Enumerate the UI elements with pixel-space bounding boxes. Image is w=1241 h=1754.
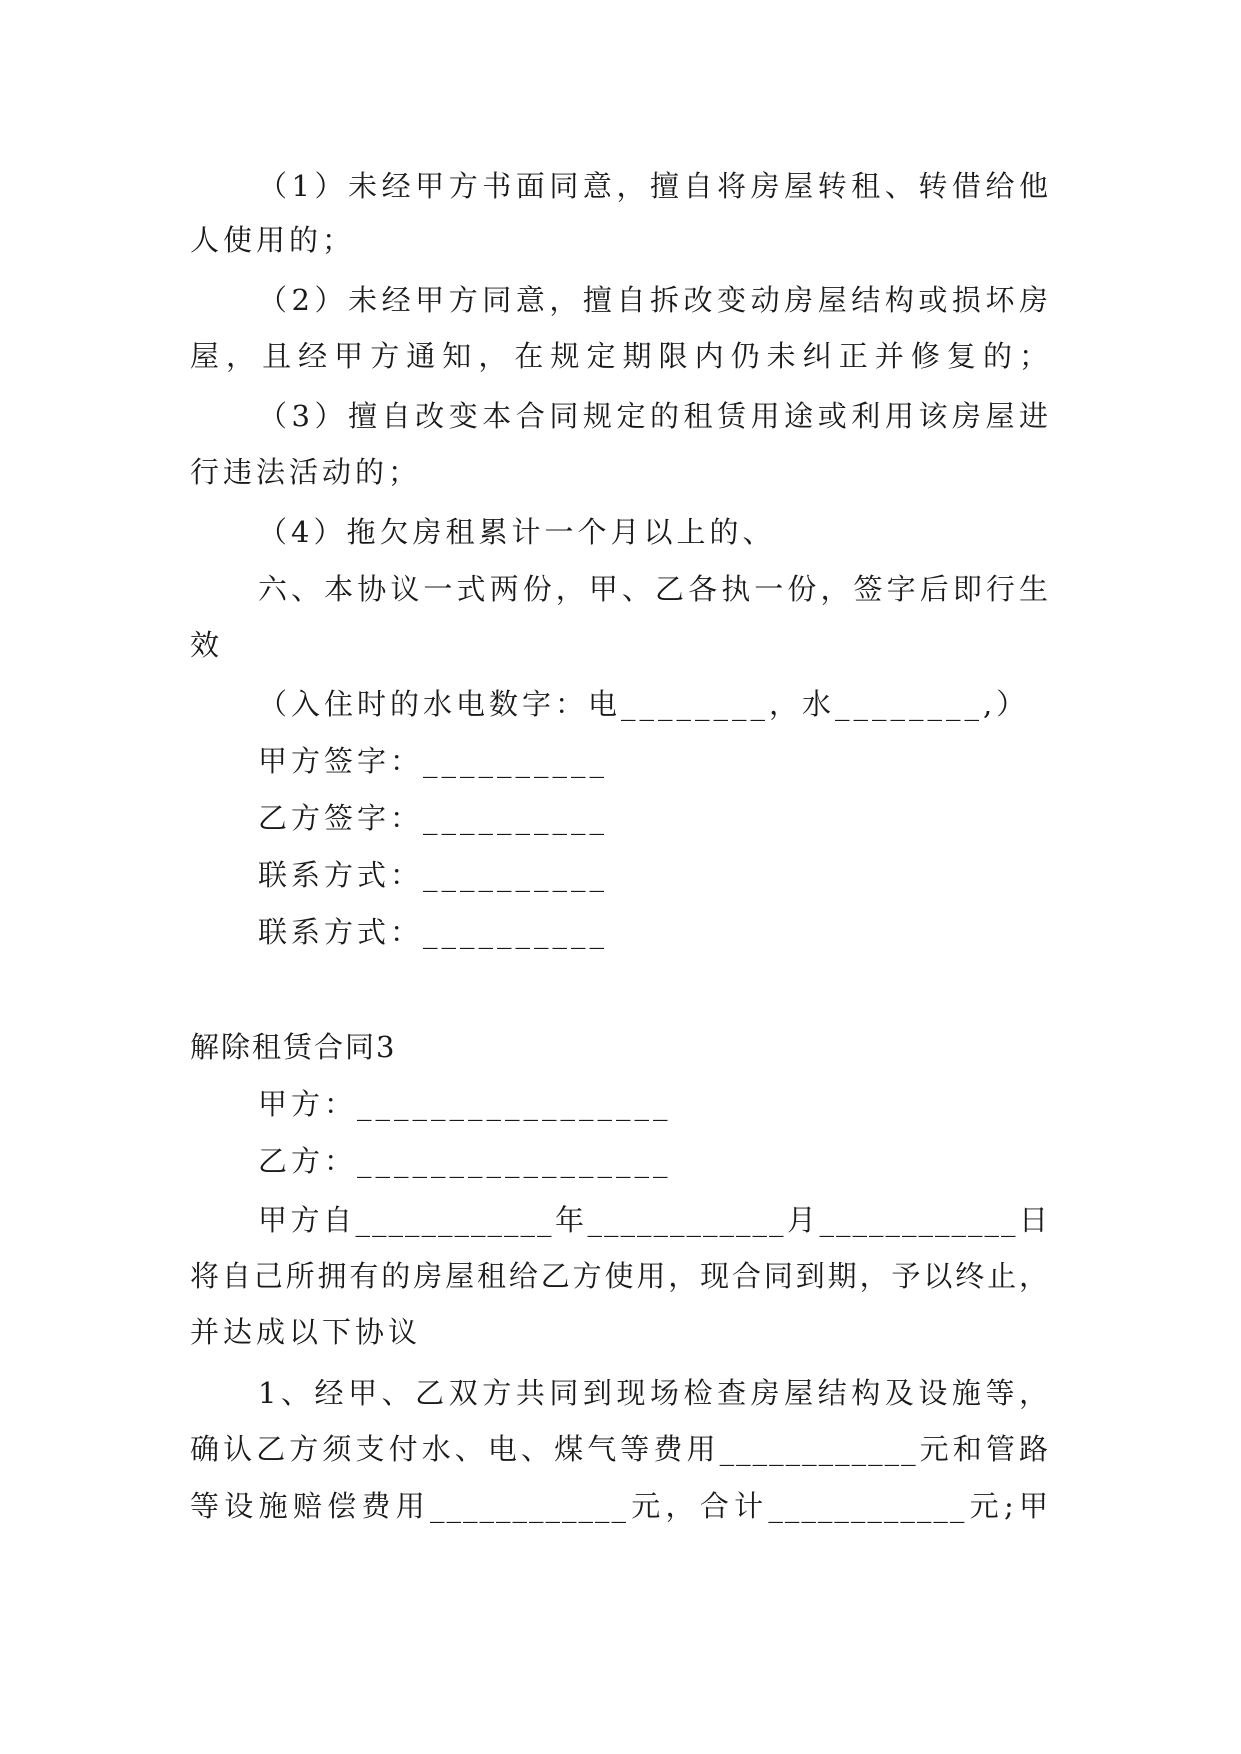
clause-6-line-1: 六、本协议一式两份，甲、乙各执一份，签字后即行生 [258,572,1050,606]
item-1-line-1: 1、经甲、乙双方共同到现场检查房屋结构及设施等， [258,1376,1050,1410]
party-b-field: 乙方：_________________ [258,1144,672,1178]
party-a-field: 甲方：_________________ [258,1087,672,1121]
lease-date-line: 甲方自____________年____________月____________日 [258,1203,1050,1237]
clause-1-line-1: （1）未经甲方书面同意，擅自将房屋转租、转借给他 [258,169,1050,203]
item-1-line-2: 确认乙方须支付水、电、煤气等费用____________元和管路 [190,1432,1050,1466]
clause-6-line-2: 效 [190,628,224,662]
contact-party-a: 联系方式：__________ [258,858,609,892]
intro-line-1: 将自己所拥有的房屋租给乙方使用，现合同到期，予以终止， [190,1259,1050,1293]
signature-party-b: 乙方签字：__________ [258,801,609,835]
clause-2-line-1: （2）未经甲方同意，擅自拆改变动房屋结构或损坏房 [258,283,1050,317]
clause-3-line-1: （3）擅自改变本合同规定的租赁用途或利用该房屋进 [258,399,1050,433]
section-title: 解除租赁合同3 [190,1030,397,1064]
clause-3-line-2: 行违法活动的； [190,455,422,489]
clause-1-line-2: 人使用的； [190,223,356,257]
contact-party-b: 联系方式：__________ [258,915,609,949]
clause-2-line-2: 屋，且经甲方通知，在规定期限内仍未纠正并修复的； [190,339,1050,373]
meter-reading-line: （入住时的水电数字：电________，水________,） [258,687,1030,721]
clause-4-line-1: （4）拖欠房租累计一个月以上的、 [258,515,776,549]
intro-line-2: 并达成以下协议 [190,1315,422,1349]
signature-party-a: 甲方签字：__________ [258,744,609,778]
item-1-line-3: 等设施赔偿费用____________元，合计____________元;甲 [190,1489,1050,1523]
